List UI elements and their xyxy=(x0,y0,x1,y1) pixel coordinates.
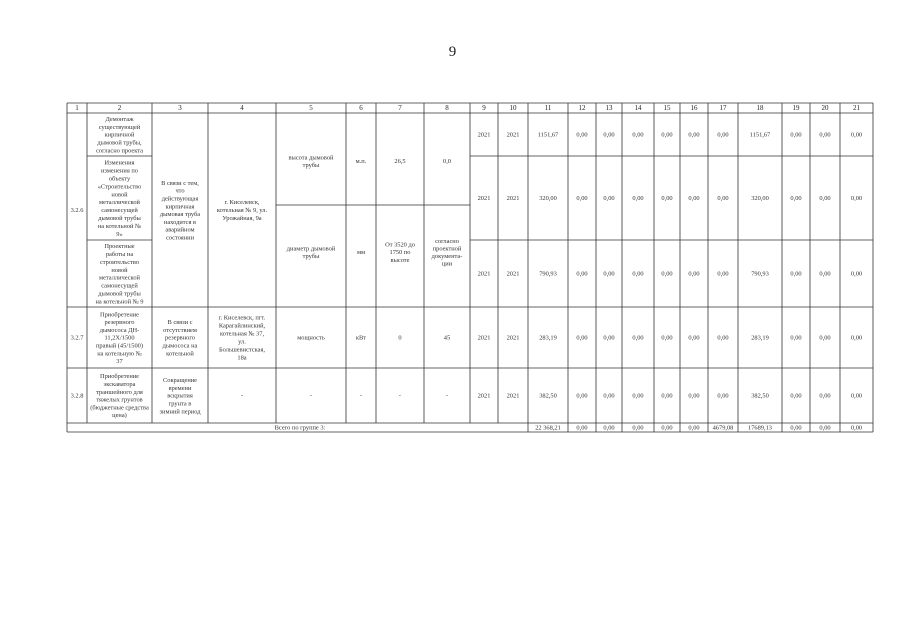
row-3-2-8-col11: 382,50 xyxy=(539,392,557,400)
row-3-2-6-2-col11: 320,00 xyxy=(539,195,557,203)
row-3-2-6-1-col18: 1151,67 xyxy=(749,131,771,139)
row-3-2-6-2-col18: 320,00 xyxy=(751,195,769,203)
row-3-2-7-col15: 0,00 xyxy=(661,334,673,342)
indicator-diameter: диаметр дымовой трубы xyxy=(286,245,336,260)
row-unit-3-2-8: - xyxy=(359,392,363,400)
row-3-2-6-3-col16: 0,00 xyxy=(688,270,700,278)
unit-diameter: мм xyxy=(356,249,366,257)
row-3-2-6-1-col13: 0,00 xyxy=(603,131,615,139)
row-3-2-6-3-col20: 0,00 xyxy=(819,270,831,278)
row-address-3-2-6: г. Киселевск, котельная № 9, ул. Урожайная, 9а xyxy=(216,199,268,223)
total-col11: 22 368,21 xyxy=(535,424,561,432)
row-3-2-6-3-col11: 790,93 xyxy=(539,270,557,278)
row-3-2-8-col16: 0,00 xyxy=(688,392,700,400)
total-col15: 0,00 xyxy=(661,424,673,432)
row-3-2-6-1-col15: 0,00 xyxy=(661,131,673,139)
column-header-3: 3 xyxy=(178,104,182,113)
row-reason-3-2-8: Сокращение времени вскрытия грунта в зимний период xyxy=(159,377,201,416)
column-header-8: 8 xyxy=(445,104,449,113)
column-header-2: 2 xyxy=(117,104,122,113)
total-col18: 17689,13 xyxy=(748,424,772,432)
value-before-height: 26,5 xyxy=(394,158,406,166)
row-name-3-2-6-3: Проектные работы на строительство новой металлической самонесущей дымовой трубы на котельной № 9 xyxy=(95,243,144,306)
row-value-after-3-2-7: 45 xyxy=(443,334,451,342)
row-address-3-2-8: - xyxy=(240,392,244,400)
row-3-2-6-1-col11: 1151,67 xyxy=(537,131,559,139)
row-3-2-6-1-col19: 0,00 xyxy=(790,131,802,139)
row-3-2-7-col18: 283,19 xyxy=(751,334,769,342)
row-3-2-6-3-col18: 790,93 xyxy=(751,270,769,278)
row-3-2-7-col11: 283,19 xyxy=(539,334,557,342)
row-3-2-6-1-col17: 0,00 xyxy=(717,131,729,139)
row-3-2-8-col12: 0,00 xyxy=(576,392,588,400)
value-before-diameter: От 3520 до 1750 по высоте xyxy=(385,241,415,264)
row-3-2-6-3-col9: 2021 xyxy=(477,270,491,278)
total-col14: 0,00 xyxy=(632,424,644,432)
column-header-13: 13 xyxy=(605,104,613,113)
row-3-2-6-3-col19: 0,00 xyxy=(790,270,802,278)
row-number-3-2-7: 3.2.7 xyxy=(70,334,84,342)
row-name-3-2-8: Приобретение экскаватора траншейного для тяжелых грунтов (бюджетные средства цена) xyxy=(90,373,149,420)
row-3-2-7-col20: 0,00 xyxy=(819,334,831,342)
total-col12: 0,00 xyxy=(576,424,588,432)
row-3-2-8-col13: 0,00 xyxy=(603,392,615,400)
row-value-before-3-2-8: - xyxy=(398,392,402,400)
row-3-2-7-col14: 0,00 xyxy=(632,334,644,342)
row-3-2-6-2-col9: 2021 xyxy=(477,195,491,203)
column-header-17: 17 xyxy=(719,104,727,113)
row-3-2-6-3-col14: 0,00 xyxy=(632,270,644,278)
total-col19: 0,00 xyxy=(790,424,802,432)
row-3-2-6-2-col19: 0,00 xyxy=(790,195,802,203)
column-header-6: 6 xyxy=(359,104,363,113)
row-name-3-2-7: Приобретение резервного дымососа ДН-11,2Х/1500 правый (45/1500) на котельную № 37 xyxy=(96,311,143,366)
row-3-2-6-2-col17: 0,00 xyxy=(717,195,729,203)
row-number-3-2-6: 3.2.6 xyxy=(70,207,84,215)
indicator-height: высота дымовой трубы xyxy=(288,154,334,169)
row-3-2-6-1-col10: 2021 xyxy=(506,131,520,139)
row-3-2-6-2-col13: 0,00 xyxy=(603,195,615,203)
row-3-2-6-1-col14: 0,00 xyxy=(632,131,644,139)
column-header-19: 19 xyxy=(792,104,800,113)
row-3-2-6-1-col20: 0,00 xyxy=(819,131,831,139)
row-address-3-2-7: г. Киселевск, пгт. Карагайлинский, котельная № 37, ул. Большевистская, 18а xyxy=(218,314,266,362)
row-reason-3-2-7: В связи с отсутствием резервного дымососа на котельной xyxy=(162,319,198,358)
column-header-20: 20 xyxy=(821,104,829,113)
row-value-before-3-2-7: 0 xyxy=(398,334,402,342)
column-header-5: 5 xyxy=(309,104,313,113)
row-unit-3-2-7: кВт xyxy=(355,334,367,342)
row-3-2-7-col17: 0,00 xyxy=(717,334,729,342)
total-col17: 4679,08 xyxy=(712,424,734,432)
row-3-2-6-3-col21: 0,00 xyxy=(850,270,863,278)
value-after-diameter: согласно проектной документа-ции xyxy=(431,237,463,268)
total-col16: 0,00 xyxy=(688,424,700,432)
row-3-2-7-col10: 2021 xyxy=(506,334,520,342)
row-3-2-8-col21: 0,00 xyxy=(850,392,863,400)
row-3-2-8-col18: 382,50 xyxy=(751,392,769,400)
row-3-2-8-col14: 0,00 xyxy=(632,392,644,400)
row-3-2-6-3-col12: 0,00 xyxy=(576,270,588,278)
row-3-2-8-col9: 2021 xyxy=(477,392,491,400)
row-3-2-6-2-col16: 0,00 xyxy=(688,195,700,203)
column-header-21: 21 xyxy=(853,104,860,113)
row-3-2-7-col19: 0,00 xyxy=(790,334,802,342)
row-value-after-3-2-8: - xyxy=(445,392,449,400)
total-col20: 0,00 xyxy=(819,424,831,432)
row-3-2-6-2-col12: 0,00 xyxy=(576,195,588,203)
total-label: Всего по группе 3: xyxy=(274,424,326,432)
row-3-2-6-3-col17: 0,00 xyxy=(717,270,729,278)
row-3-2-6-1-col9: 2021 xyxy=(477,131,491,139)
unit-height: м.п. xyxy=(355,158,367,166)
row-3-2-6-2-col21: 0,00 xyxy=(850,195,863,203)
row-3-2-8-col15: 0,00 xyxy=(661,392,673,400)
row-3-2-6-3-col10: 2021 xyxy=(506,270,520,278)
column-header-1: 1 xyxy=(75,104,79,113)
row-3-2-8-col19: 0,00 xyxy=(790,392,802,400)
row-3-2-6-2-col14: 0,00 xyxy=(632,195,644,203)
column-header-9: 9 xyxy=(482,104,486,113)
row-3-2-7-col16: 0,00 xyxy=(688,334,700,342)
row-3-2-8-col10: 2021 xyxy=(506,392,520,400)
column-header-11: 11 xyxy=(544,104,552,113)
row-3-2-6-1-col16: 0,00 xyxy=(688,131,700,139)
column-header-10: 10 xyxy=(509,104,517,113)
row-3-2-6-2-col10: 2021 xyxy=(506,195,520,203)
row-3-2-6-1-col21: 0,00 xyxy=(850,131,863,139)
total-col13: 0,00 xyxy=(603,424,615,432)
column-header-4: 4 xyxy=(240,104,244,113)
column-header-14: 14 xyxy=(634,104,642,113)
row-name-3-2-6-1: Демонтаж существующей кирпичной дымовой трубы, согласно проекта xyxy=(96,115,143,155)
row-3-2-7-col9: 2021 xyxy=(477,334,491,342)
row-3-2-6-2-col20: 0,00 xyxy=(819,195,831,203)
value-after-height: 0,0 xyxy=(443,158,451,166)
row-indicator-3-2-8: - xyxy=(309,392,313,400)
column-header-15: 15 xyxy=(663,104,671,113)
column-header-7: 7 xyxy=(398,104,402,113)
row-3-2-8-col20: 0,00 xyxy=(819,392,831,400)
row-3-2-8-col17: 0,00 xyxy=(717,392,729,400)
column-header-16: 16 xyxy=(690,104,698,113)
row-3-2-7-col21: 0,00 xyxy=(850,334,863,342)
row-reason-3-2-6: В связи с тем, что действующая кирпичная дымовая труба находится в аварийном состоянии xyxy=(159,179,201,242)
column-header-18: 18 xyxy=(756,104,764,113)
row-3-2-6-3-col13: 0,00 xyxy=(603,270,615,278)
row-3-2-6-2-col15: 0,00 xyxy=(661,195,673,203)
row-name-3-2-6-2: Изменения изменения по объекту «Строительство новой металлической самонесущей дымовой трубы на котельной № 9» xyxy=(97,159,142,238)
row-3-2-7-col13: 0,00 xyxy=(603,334,615,342)
row-3-2-7-col12: 0,00 xyxy=(576,334,588,342)
total-col21: 0,00 xyxy=(850,424,863,432)
row-number-3-2-8: 3.2.8 xyxy=(70,392,84,400)
row-3-2-6-3-col15: 0,00 xyxy=(661,270,673,278)
column-header-12: 12 xyxy=(578,104,586,113)
row-3-2-6-1-col12: 0,00 xyxy=(576,131,588,139)
page-number: 9 xyxy=(448,44,457,60)
row-indicator-3-2-7: мощность xyxy=(297,334,325,342)
